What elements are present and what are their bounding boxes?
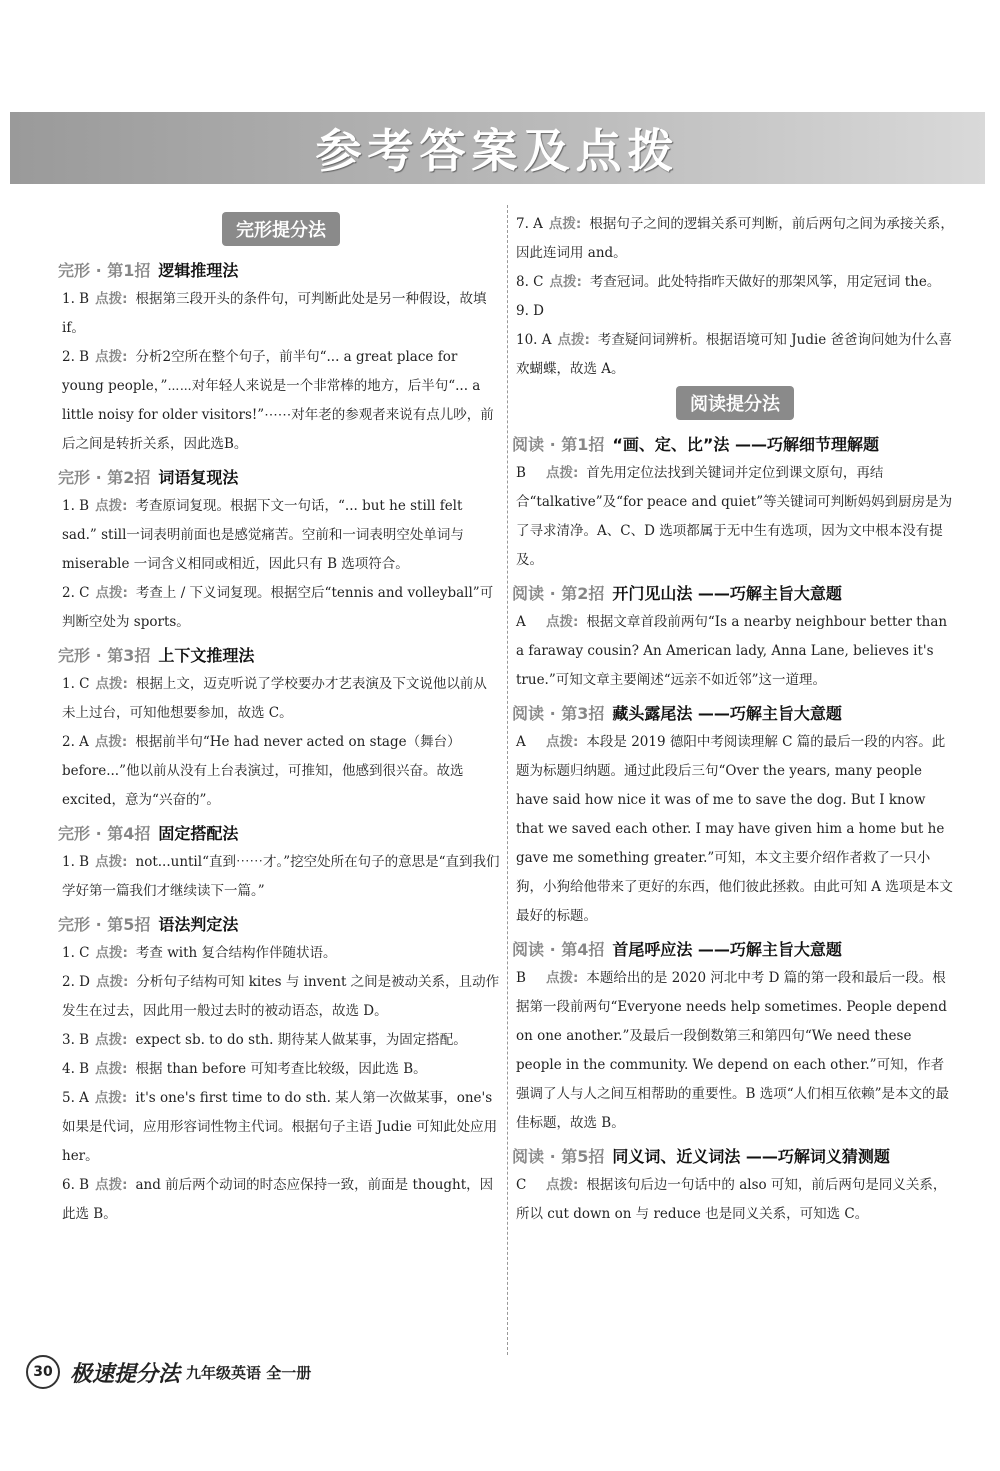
section-method: 藏头露尾法 ——巧解主旨大意题 — [612, 704, 842, 723]
section-heading — [512, 701, 954, 724]
answer-explanation: 考查冠词。此处特指昨天做好的那架风筝，用定冠词 the。 — [589, 274, 941, 290]
section-heading — [58, 643, 500, 666]
answer-explanation: 考查疑问词辨析。根据语境可知 Judie 爸爸询问她为什么喜欢蝴蝶，故选 A。 — [516, 332, 953, 377]
section-method: 上下文推理法 — [158, 646, 255, 665]
answer-number: 1. B — [62, 291, 90, 307]
hint-label: 点拨: — [546, 734, 579, 750]
section-label: 阅读 · 第4招 — [512, 940, 605, 959]
title-banner — [10, 112, 985, 184]
section-label: 完形 · 第4招 — [58, 824, 151, 843]
category-pill: 完形提分法 — [222, 212, 340, 246]
answer-item — [516, 297, 954, 326]
answer-explanation: 根据第三段开头的条件句，可判断此处是另一种假设，故填 if。 — [62, 291, 487, 336]
hint-label: 点拨: — [95, 291, 128, 307]
answer-item — [62, 1026, 500, 1055]
hint-label: 点拨: — [546, 1177, 579, 1193]
answer-item — [516, 326, 954, 384]
answer-item — [516, 1171, 954, 1229]
answer-explanation: 考查 with 复合结构作伴随状语。 — [135, 945, 337, 961]
answer-number: 4. B — [62, 1061, 90, 1077]
section-heading — [58, 258, 500, 281]
subject-label: 九年级英语 全一册 — [186, 1363, 312, 1382]
answer-explanation: 本段是 2019 德阳中考阅读理解 C 篇的最后一段的内容。此题为标题归纳题。通过此段后三句“Over the years, many people have said how nice it was of me to save the dog. But I know that we saved each other. I may have given him a home but he gave me something greater.”可知，本文主要介绍作者救了一只小狗，小狗给他带来了更好的东西，他们彼此拯救。由此可知 A 选项是本文最好的标题。 — [516, 734, 953, 924]
answer-number: A — [516, 614, 526, 630]
section-label: 阅读 · 第2招 — [512, 584, 605, 603]
section-heading — [58, 821, 500, 844]
hint-label: 点拨: — [94, 734, 128, 750]
hint-label: 点拨: — [95, 349, 128, 365]
answer-number: 2. D — [62, 974, 90, 990]
brand-logo-text: 极速提分法 — [70, 1361, 181, 1387]
answer-item — [62, 670, 500, 728]
answer-item — [516, 728, 954, 931]
section-method: 开门见山法 ——巧解主旨大意题 — [612, 584, 842, 603]
answer-item — [516, 268, 954, 297]
hint-label: 点拨: — [95, 1032, 128, 1048]
answer-item — [62, 939, 500, 968]
answer-number: B — [516, 465, 526, 481]
answer-item — [62, 728, 500, 815]
page-title: 参考答案及点拨 — [315, 124, 680, 178]
hint-label: 点拨: — [549, 274, 582, 290]
hint-label: 点拨: — [546, 465, 579, 481]
answer-item — [62, 1171, 500, 1229]
category-pill-wrap — [62, 210, 500, 252]
section-heading — [58, 465, 500, 488]
category-pill: 阅读提分法 — [676, 386, 794, 420]
column-divider — [507, 205, 508, 1355]
answer-number: 3. B — [62, 1032, 90, 1048]
answer-item — [516, 608, 954, 695]
answer-item — [62, 1084, 500, 1171]
answer-number: A — [516, 734, 526, 750]
section-method: 同义词、近义词法 ——巧解词义猜测题 — [612, 1147, 890, 1166]
answer-explanation: 首先用定位法找到关键词并定位到课文原句，再结合“talkative”及“for peace and quiet”等关键词可判断妈妈到厨房是为了寻求清净。A、C、D 选项都属于无中生有选项，因为文中根本没有提及。 — [516, 465, 953, 568]
answer-item — [62, 848, 500, 906]
answer-number: 2. B — [62, 349, 90, 365]
category-pill-wrap — [516, 384, 954, 426]
answer-item — [62, 285, 500, 343]
answer-number: 8. C — [516, 274, 544, 290]
answer-number: 9. D — [516, 303, 544, 319]
hint-label: 点拨: — [95, 585, 128, 601]
answer-explanation: 分析2空所在整个句子，前半句“... a great place for young people，”⋯⋯对年轻人来说是一个非常棒的地方，后半句“... a little noisy for older visitors!”⋯⋯对年老的参观者来说有点儿吵，前后之间是转折关系，因此选B。 — [62, 349, 494, 452]
section-method: 逻辑推理法 — [158, 261, 239, 280]
answer-number: 2. C — [62, 585, 90, 601]
hint-label: 点拨: — [546, 614, 579, 630]
answer-number: B — [516, 970, 526, 986]
hint-label: 点拨: — [96, 974, 129, 990]
answer-explanation: and 前后两个动词的时态应保持一致，前面是 thought，因此选 B。 — [62, 1177, 494, 1222]
answer-number: 1. B — [62, 498, 90, 514]
answer-explanation: 根据上文，迈克听说了学校要办才艺表演及下文说他以前从未上过台，可知他想要参加，故选 C。 — [62, 676, 487, 721]
answer-item — [62, 579, 500, 637]
answer-number: 1. C — [62, 676, 90, 692]
answer-explanation: not...until“直到⋯⋯才。”挖空处所在句子的意思是“直到我们学好第一篇我们才继续读下一篇。” — [62, 854, 500, 899]
section-heading — [512, 432, 954, 455]
answer-item — [516, 210, 954, 268]
answer-number: 10. A — [516, 332, 552, 348]
left-column — [58, 210, 500, 1229]
answer-item — [62, 343, 500, 459]
hint-label: 点拨: — [95, 1061, 128, 1077]
section-method: 固定搭配法 — [158, 824, 239, 843]
answer-explanation: 根据句子之间的逻辑关系可判断，前后两句之间为承接关系，因此连词用 and。 — [516, 216, 954, 261]
answer-number: 2. A — [62, 734, 89, 750]
section-method: 首尾呼应法 ——巧解主旨大意题 — [612, 940, 842, 959]
answer-number: 7. A — [516, 216, 543, 232]
answer-item — [62, 968, 500, 1026]
answer-number: C — [516, 1177, 527, 1193]
section-label: 完形 · 第5招 — [58, 915, 151, 934]
answer-explanation: 分析句子结构可知 kites 与 invent 之间是被动关系，且动作发生在过去，因此用一般过去时的被动语态，故选 D。 — [62, 974, 500, 1019]
section-heading — [512, 937, 954, 960]
hint-label: 点拨: — [557, 332, 590, 348]
hint-label: 点拨: — [95, 945, 128, 961]
hint-label: 点拨: — [95, 854, 128, 870]
answer-explanation: 本题给出的是 2020 河北中考 D 篇的第一段和最后一段。根据第一段前两句“Everyone needs help sometimes. People depend on one another.”及最后一段倒数第三和第四句“We need these people in the community. We depend on each other.”可知，作者强调了人与人之间互相帮助的重要性。B 选项“人们相互依赖”是本文的最佳标题，故选 B。 — [516, 970, 950, 1131]
answer-explanation: 根据前半句“He had never acted on stage（舞台）before...”他以前从没有上台表演过，可推知，他感到很兴奋。故选 excited，意为“兴奋的”。 — [62, 734, 464, 808]
section-heading — [512, 1144, 954, 1167]
answer-number: 5. A — [62, 1090, 89, 1106]
section-label: 阅读 · 第5招 — [512, 1147, 605, 1166]
page-number: 30 — [26, 1355, 60, 1389]
answer-item — [62, 492, 500, 579]
section-label: 阅读 · 第3招 — [512, 704, 605, 723]
answer-explanation: 根据 than before 可知考查比较级，因此选 B。 — [135, 1061, 427, 1077]
hint-label: 点拨: — [94, 1090, 128, 1106]
hint-label: 点拨: — [95, 1177, 128, 1193]
answer-explanation: expect sb. to do sth. 期待某人做某事，为固定搭配。 — [135, 1032, 467, 1048]
answer-item — [516, 964, 954, 1138]
section-method: 语法判定法 — [158, 915, 239, 934]
section-heading — [58, 912, 500, 935]
answer-explanation: 考查原词复现。根据下文一句话，“... but he still felt sad.” still一词表明前面也是感觉痛苦。空前和一词表明空处单词与 miserable 一词含义相同或相近，因此只有 B 选项符合。 — [62, 498, 464, 572]
right-column — [512, 210, 954, 1229]
section-method: “画、定、比”法 ——巧解细节理解题 — [612, 435, 879, 454]
answer-item — [516, 459, 954, 575]
hint-label: 点拨: — [546, 970, 579, 986]
hint-label: 点拨: — [548, 216, 582, 232]
answer-explanation: 考查上 / 下义词复现。根据空后“tennis and volleyball”可判断空处为 sports。 — [62, 585, 494, 630]
answer-explanation: it's one's first time to do sth. 某人第一次做某事，one's 如果是代词，应用形容词性物主代词。根据句子主语 Judie 可知此处应用 her。 — [62, 1090, 498, 1164]
section-label: 完形 · 第2招 — [58, 468, 151, 487]
answer-number: 6. B — [62, 1177, 90, 1193]
hint-label: 点拨: — [95, 676, 128, 692]
answer-item — [62, 1055, 500, 1084]
answer-number: 1. B — [62, 854, 90, 870]
answer-number: 1. C — [62, 945, 90, 961]
page-footer — [10, 1352, 530, 1392]
section-label: 完形 · 第3招 — [58, 646, 151, 665]
section-heading — [512, 581, 954, 604]
answer-explanation: 根据该句后边一句话中的 also 可知，前后两句是同义关系，所以 cut down on 与 reduce 也是同义关系，可知选 C。 — [516, 1177, 947, 1222]
section-method: 词语复现法 — [158, 468, 239, 487]
answer-explanation: 根据文章首段前两句“Is a nearby neighbour better than a faraway cousin? An American lady, Anna Lane, believes it's true.”可知文章主要阐述“远亲不如近邻”这一道理。 — [516, 614, 948, 688]
section-label: 完形 · 第1招 — [58, 261, 151, 280]
hint-label: 点拨: — [95, 498, 128, 514]
section-label: 阅读 · 第1招 — [512, 435, 605, 454]
